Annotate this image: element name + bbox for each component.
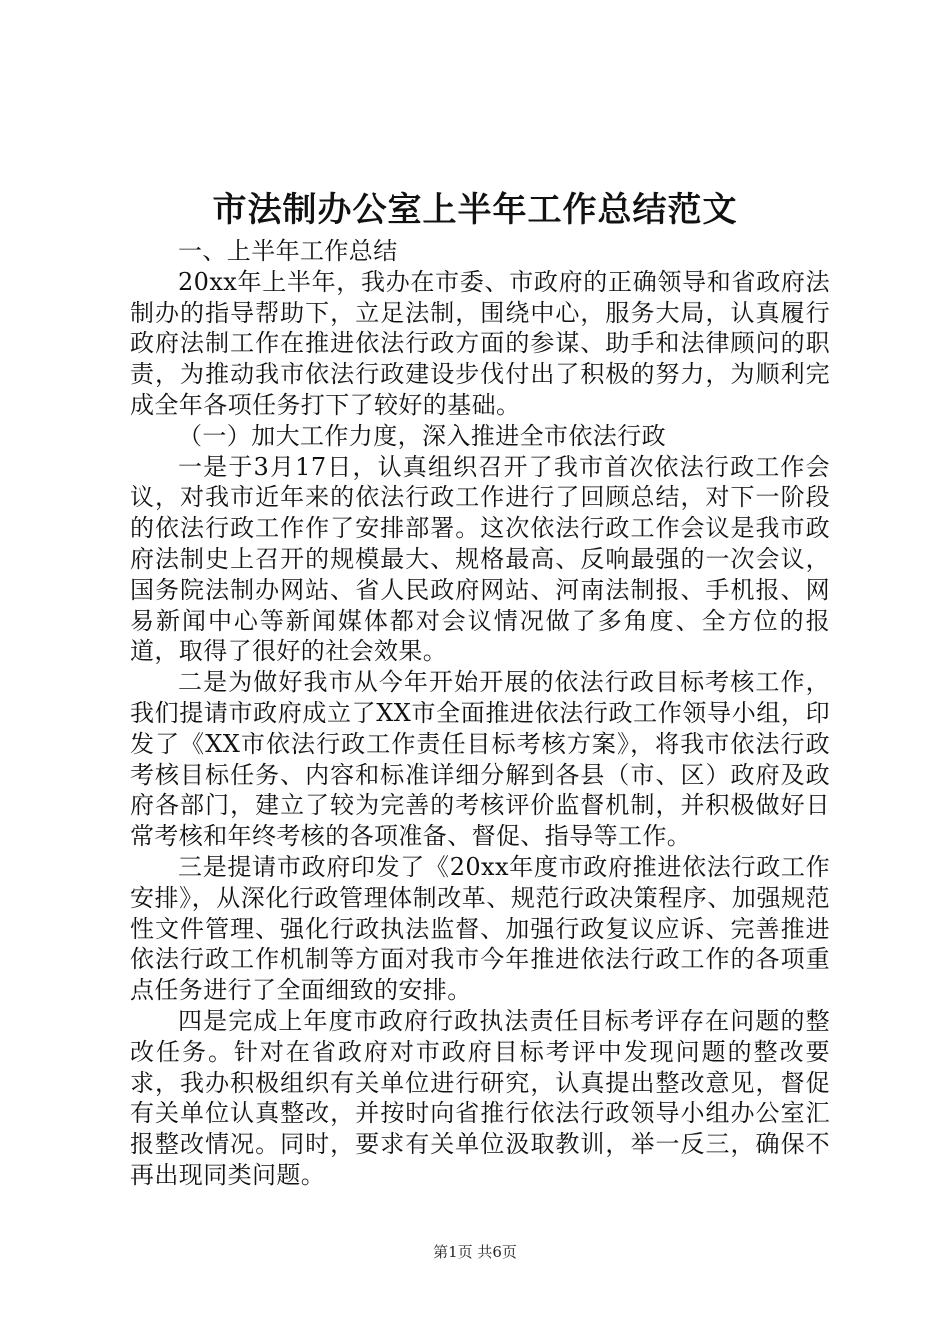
paragraph-item-2: 二是为做好我市从今年开始开展的依法行政目标考核工作，我们提请市政府成立了XX市全面推进依法行政工作领导小组，印发了《XX市依法行政工作责任目标考核方案》，将我市依法行政考核目标任务、内容和标准详细分解到各县（市、区）政府及政府各部门，建立了较为完善的考核评价监督机制，并积极做好日常考核和年终考核的各项准备、督促、指导等工作。 [130, 668, 830, 851]
paragraph-item-4: 四是完成上年度市政府行政执法责任目标考评存在问题的整改任务。针对在省政府对市政府目标考评中发现问题的整改要求，我办积极组织有关单位进行研究，认真提出整改意见，督促有关单位认真整改，并按时向省推行依法行政领导小组办公室汇报整改情况。同时，要求有关单位汲取教训，举一反三，确保不再出现同类问题。 [130, 1006, 830, 1189]
document-body [130, 236, 830, 1191]
subsection-heading: （一）加大工作力度，深入推进全市依法行政 [178, 421, 666, 450]
page-footer: 第1页 共6页 [433, 1243, 517, 1261]
paragraph-item-3: 三是提请市政府印发了《20xx年度市政府推进依法行政工作安排》，从深化行政管理体制改革、规范行政决策程序、加强规范性文件管理、强化行政执法监督、加强行政复议应诉、完善推进依法行政工作机制等方面对我市今年推进依法行政工作的各项重点任务进行了全面细致的安排。 [130, 852, 830, 1005]
intro-paragraph: 20xx年上半年，我办在市委、市政府的正确领导和省政府法制办的指导帮助下，立足法制，围绕中心，服务大局，认真履行政府法制工作在推进依法行政方面的参谋、助手和法律顾问的职责，为推动我市依法行政建设步伐付出了积极的努力，为顺利完成全年各项任务打下了较好的基础。 [130, 267, 830, 419]
paragraph-item-1: 一是于3月17日，认真组织召开了我市首次依法行政工作会议，对我市近年来的依法行政工作进行了回顾总结，对下一阶段的依法行政工作作了安排部署。这次依法行政工作会议是我市政府法制史上召开的规模最大、规格最高、反响最强的一次会议，国务院法制办网站、省人民政府网站、河南法制报、手机报、网易新闻中心等新闻媒体都对会议情况做了多角度、全方位的报道，取得了很好的社会效果。 [130, 452, 830, 666]
section-heading: 一、上半年工作总结 [178, 237, 398, 265]
document-title: 市法制办公室上半年工作总结范文 [212, 190, 738, 230]
